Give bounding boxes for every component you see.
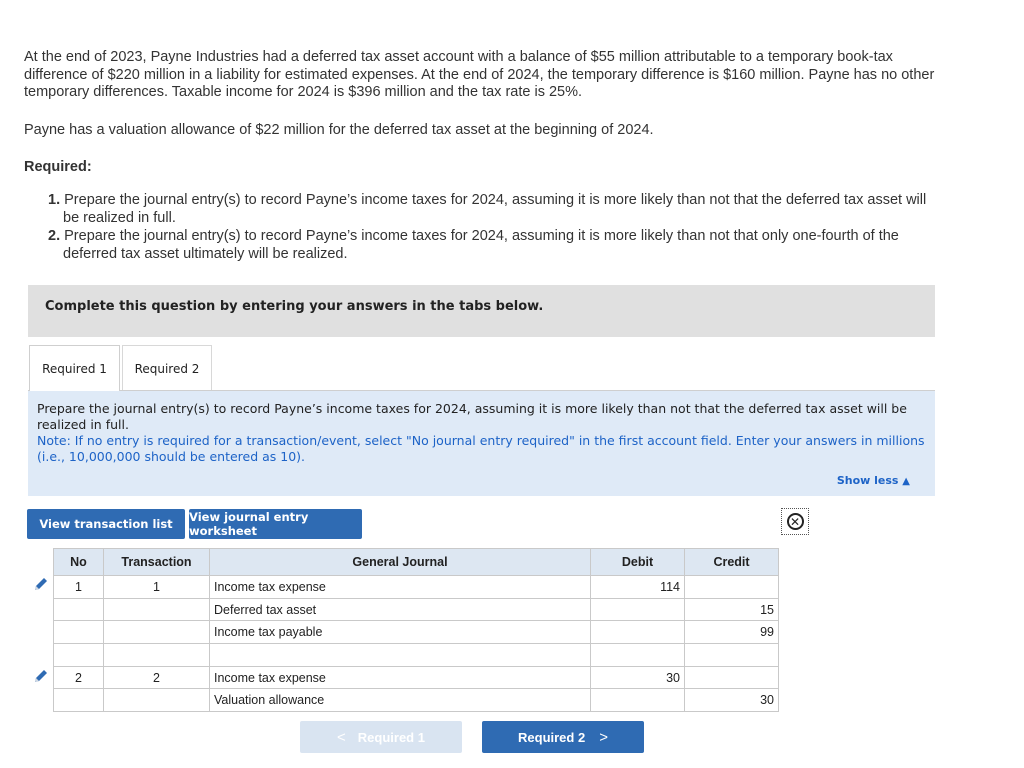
row-debit: 30 [591,666,685,689]
header-no: No [54,549,104,576]
header-transaction: Transaction [104,549,210,576]
next-required-button[interactable]: Required 2 > [482,721,644,753]
row-debit [591,621,685,644]
row-debit [591,689,685,712]
row-no: 1 [54,576,104,599]
row-transaction [104,621,210,644]
prev-required-button[interactable]: < Required 1 [300,721,462,753]
view-journal-worksheet-button[interactable]: View journal entry worksheet [189,509,362,539]
row-no [54,689,104,712]
close-circle-icon: ✕ [787,513,804,530]
header-debit: Debit [591,549,685,576]
row-credit: 30 [685,689,779,712]
row-credit [685,666,779,689]
table-row [54,666,779,689]
row-debit [591,644,685,667]
table-row [54,644,779,667]
panel-instruction: Prepare the journal entry(s) to record Payne’s income taxes for 2024, assuming it is more likely than not that the deferred tax asset will be realized in full. [37,401,907,432]
row-account [210,644,591,667]
row-account: Income tax payable [210,621,591,644]
tab-required-2[interactable]: Required 2 [122,345,212,391]
row-no [54,644,104,667]
journal-header-row [54,549,779,576]
table-row [54,576,779,599]
chevron-left-icon: < [337,728,346,746]
valuation-allowance-text: Payne has a valuation allowance of $22 million for the deferred tax asset at the beginning of 2024. [24,122,654,138]
row-account: Valuation allowance [210,689,591,712]
row-no [54,598,104,621]
row-transaction: 1 [104,576,210,599]
row-account: Income tax expense [210,666,591,689]
triangle-up-icon: ▲ [902,476,910,487]
row-debit: 114 [591,576,685,599]
table-row [54,689,779,712]
row-no: 2 [54,666,104,689]
row-transaction [104,598,210,621]
row-credit [685,576,779,599]
row-transaction [104,644,210,667]
edit-pencil-icon[interactable] [33,668,49,684]
row-transaction [104,689,210,712]
show-less-toggle[interactable]: Show less ▲ [836,474,910,487]
row-transaction: 2 [104,666,210,689]
journal-table [53,548,779,712]
table-row [54,621,779,644]
instructions-banner-text: Complete this question by entering your answers in the tabs below. [45,299,544,314]
row-account: Deferred tax asset [210,598,591,621]
row-no [54,621,104,644]
instructions-banner [28,285,935,337]
close-button[interactable] [781,508,809,535]
header-credit: Credit [685,549,779,576]
chevron-right-icon: > [599,728,608,746]
row-credit: 99 [685,621,779,644]
edit-pencil-icon[interactable] [33,576,49,592]
row-credit: 15 [685,598,779,621]
requirement-item-2: 2. Prepare the journal entry(s) to record Payne’s income taxes for 2024, assuming it is more likely than not that only one-fourth of the deferred tax asset ultimately will be realized. [48,228,899,262]
panel-note: Note: If no entry is required for a transaction/event, select "No journal entry required" in the first account field. Enter your answers in millions (i.e., 10,000,000 should be entered as 10). [37,433,925,464]
tab-required-1[interactable]: Required 1 [29,345,120,391]
problem-intro: At the end of 2023, Payne Industries had a deferred tax asset account with a balance of $55 million attributable to a temporary book-tax difference of $220 million in a liability for estimated expenses. At the end of 2024, the temporary difference is $160 million. Payne has no other temporary differences. Taxable income for 2024 is $396 million and the tax rate is 25%. [24,49,935,100]
header-general-journal: General Journal [210,549,591,576]
required-heading: Required: [24,159,92,175]
requirement-item-1: 1. Prepare the journal entry(s) to record Payne’s income taxes for 2024, assuming it is more likely than not that the deferred tax asset will be realized in full. [48,192,927,226]
row-debit [591,598,685,621]
row-credit [685,644,779,667]
row-account: Income tax expense [210,576,591,599]
view-transaction-list-button[interactable]: View transaction list [27,509,185,539]
instruction-panel [28,391,935,496]
requirements-list [48,192,938,264]
table-row [54,598,779,621]
